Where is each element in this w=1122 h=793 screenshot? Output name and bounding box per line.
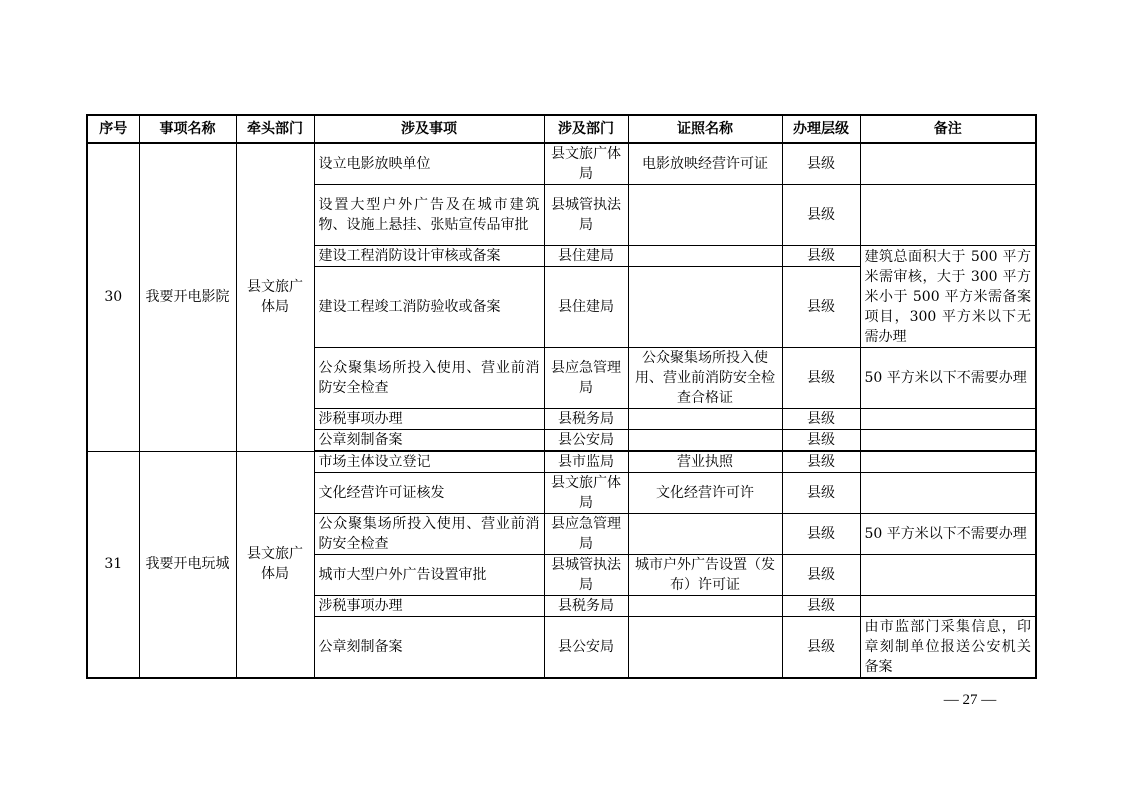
dept-cell: 县住建局 [544, 246, 628, 267]
matter-cell: 建设工程竣工消防验收或备案 [314, 267, 544, 348]
dept-cell: 县城管执法局 [544, 555, 628, 596]
note-cell: 建筑总面积大于 500 平方米需审核，大于 300 平方米小于 500 平方米需备案项目，300 平方米以下无需办理 [860, 246, 1036, 348]
matter-cell: 涉税事项办理 [314, 409, 544, 430]
level-cell: 县级 [782, 430, 860, 452]
license-cell [628, 514, 782, 555]
item-name-cell: 我要开电玩城 [139, 451, 236, 678]
note-cell: 50 平方米以下不需要办理 [860, 514, 1036, 555]
matter-cell: 涉税事项办理 [314, 596, 544, 617]
note-cell [860, 143, 1036, 185]
matter-cell: 市场主体设立登记 [314, 451, 544, 473]
dept-cell: 县文旅广体局 [544, 143, 628, 185]
dept-cell: 县住建局 [544, 267, 628, 348]
note-cell: 50 平方米以下不需要办理 [860, 348, 1036, 409]
level-cell: 县级 [782, 596, 860, 617]
dept-cell: 县市监局 [544, 451, 628, 473]
license-cell [628, 596, 782, 617]
header-lead-dept: 牵头部门 [236, 115, 314, 143]
matter-cell: 文化经营许可证核发 [314, 473, 544, 514]
license-cell: 公众聚集场所投入使用、营业前消防安全检查合格证 [628, 348, 782, 409]
level-cell: 县级 [782, 473, 860, 514]
note-cell [860, 473, 1036, 514]
dept-cell: 县税务局 [544, 596, 628, 617]
header-license: 证照名称 [628, 115, 782, 143]
level-cell: 县级 [782, 267, 860, 348]
dept-cell: 县公安局 [544, 617, 628, 679]
lead-dept-cell: 县文旅广体局 [236, 143, 314, 451]
matter-cell: 公众聚集场所投入使用、营业前消防安全检查 [314, 348, 544, 409]
item-name-cell: 我要开电影院 [139, 143, 236, 451]
license-cell [628, 409, 782, 430]
note-cell [860, 596, 1036, 617]
dept-cell: 县应急管理局 [544, 514, 628, 555]
matter-cell: 公章刻制备案 [314, 430, 544, 452]
dept-cell: 县文旅广体局 [544, 473, 628, 514]
level-cell: 县级 [782, 143, 860, 185]
note-cell [860, 185, 1036, 246]
header-note: 备注 [860, 115, 1036, 143]
license-cell: 电影放映经营许可证 [628, 143, 782, 185]
dept-cell: 县公安局 [544, 430, 628, 452]
dept-cell: 县城管执法局 [544, 185, 628, 246]
header-level: 办理层级 [782, 115, 860, 143]
matter-cell: 建设工程消防设计审核或备案 [314, 246, 544, 267]
license-cell [628, 185, 782, 246]
matter-cell: 公章刻制备案 [314, 617, 544, 679]
license-cell [628, 430, 782, 452]
level-cell: 县级 [782, 246, 860, 267]
level-cell: 县级 [782, 514, 860, 555]
level-cell: 县级 [782, 409, 860, 430]
table-header-row [87, 115, 1036, 143]
license-cell [628, 267, 782, 348]
note-cell: 由市监部门采集信息，印章刻制单位报送公安机关备案 [860, 617, 1036, 679]
matter-cell: 公众聚集场所投入使用、营业前消防安全检查 [314, 514, 544, 555]
header-matter: 涉及事项 [314, 115, 544, 143]
matters-table [86, 114, 1037, 679]
matter-cell: 设立电影放映单位 [314, 143, 544, 185]
license-cell: 城市户外广告设置（发布）许可证 [628, 555, 782, 596]
dept-cell: 县税务局 [544, 409, 628, 430]
level-cell: 县级 [782, 617, 860, 679]
license-cell [628, 617, 782, 679]
level-cell: 县级 [782, 185, 860, 246]
dept-cell: 县应急管理局 [544, 348, 628, 409]
license-cell: 营业执照 [628, 451, 782, 473]
note-cell [860, 555, 1036, 596]
license-cell [628, 246, 782, 267]
lead-dept-cell: 县文旅广体局 [236, 451, 314, 678]
matter-cell: 设置大型户外广告及在城市建筑物、设施上悬挂、张贴宣传品审批 [314, 185, 544, 246]
table-row [87, 451, 1036, 473]
level-cell: 县级 [782, 555, 860, 596]
note-cell [860, 430, 1036, 452]
header-dept: 涉及部门 [544, 115, 628, 143]
note-cell [860, 409, 1036, 430]
level-cell: 县级 [782, 348, 860, 409]
page-number: — 27 — [943, 692, 997, 708]
note-cell [860, 451, 1036, 473]
license-cell: 文化经营许可许 [628, 473, 782, 514]
seq-cell: 30 [87, 143, 139, 451]
header-seq: 序号 [87, 115, 139, 143]
matter-cell: 城市大型户外广告设置审批 [314, 555, 544, 596]
table-row [87, 143, 1036, 185]
seq-cell: 31 [87, 451, 139, 678]
level-cell: 县级 [782, 451, 860, 473]
header-item-name: 事项名称 [139, 115, 236, 143]
